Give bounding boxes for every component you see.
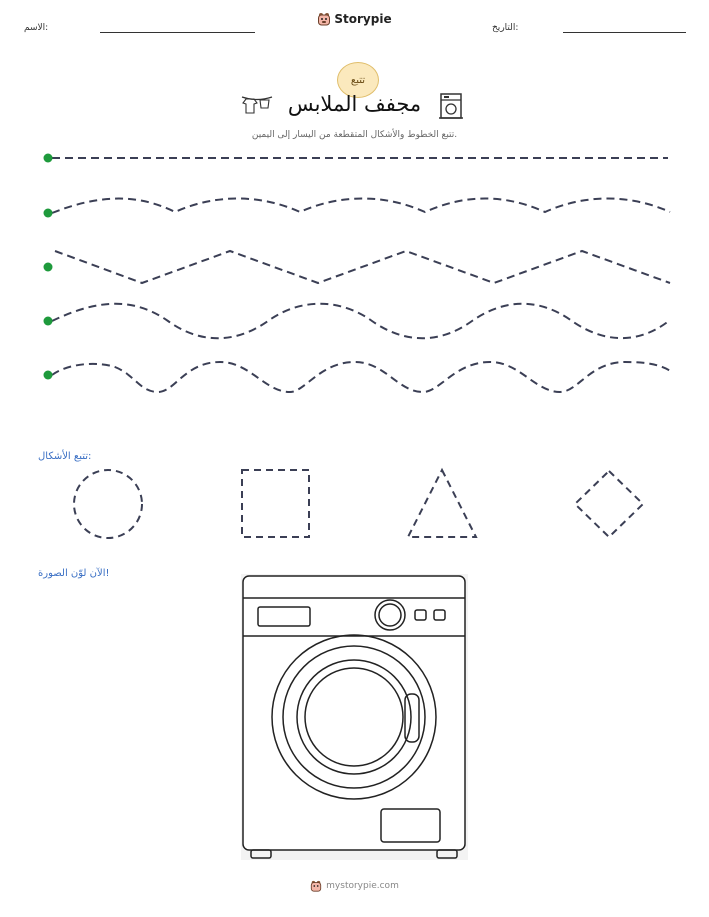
trace-square[interactable] [242, 470, 309, 537]
start-dot [44, 154, 53, 163]
trace-triangle[interactable] [408, 470, 476, 537]
start-dot [44, 317, 53, 326]
shapes-heading: تتبع الأشكال: [38, 451, 92, 462]
brand-logo [0, 12, 709, 29]
storypie-logo-icon [317, 12, 331, 26]
brand-name: Storypie [334, 12, 392, 26]
footer-url[interactable]: mystorypie.com [326, 881, 399, 891]
date-label: التاريخ: [492, 23, 519, 33]
trace-line-wave-2[interactable] [52, 304, 670, 339]
trace-circle[interactable] [74, 470, 142, 538]
clothesline-icon [240, 92, 274, 118]
instructions-text: تتبع الخطوط والأشكال المتقطعة من اليسار إلى اليمين. [251, 130, 458, 140]
trace-diamond[interactable] [575, 471, 643, 537]
name-line[interactable] [100, 32, 255, 33]
washing-machine-picture[interactable] [241, 574, 468, 860]
start-dot [44, 371, 53, 380]
tracing-shapes [0, 460, 709, 550]
color-heading: الآن لوّن الصورة! [38, 568, 110, 579]
worksheet-title: مجفف الملابس [287, 92, 422, 116]
footer [0, 880, 709, 895]
storypie-logo-icon [310, 880, 322, 892]
trace-line-bumps[interactable] [52, 362, 672, 392]
start-dot [44, 263, 53, 272]
date-line[interactable] [563, 32, 686, 33]
start-dot [44, 209, 53, 218]
trace-line-wave-1[interactable] [52, 199, 670, 214]
name-label: الاسم: [24, 23, 49, 33]
trace-line-zigzag[interactable] [55, 251, 670, 283]
tracing-lines [0, 140, 709, 410]
trace-badge: تتبع [337, 62, 379, 98]
